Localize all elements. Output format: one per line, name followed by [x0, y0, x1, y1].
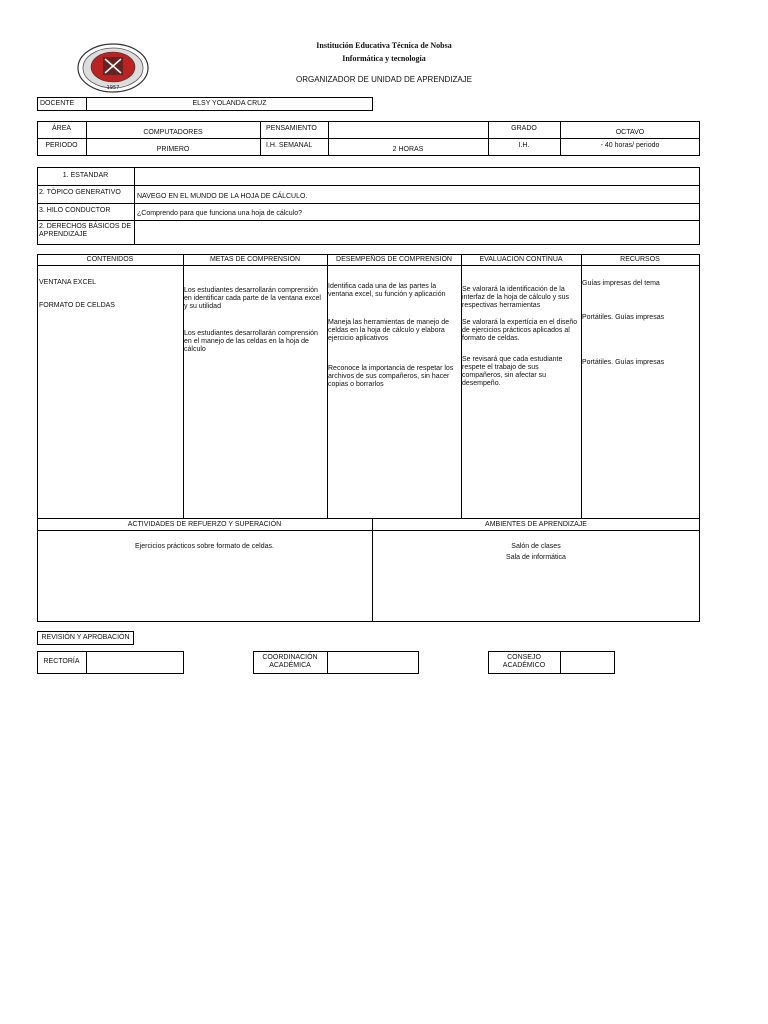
pensamiento-label: PENSAMIENTO	[266, 125, 317, 132]
docente-value: ELSY YOLANDA CRUZ	[192, 100, 267, 107]
recurso-item: Portátiles. Guías impresas	[582, 314, 665, 321]
area-value: COMPUTADORES	[143, 129, 203, 136]
periodo-value: PRIMERO	[156, 146, 190, 153]
coordinacion-label: COORDINACIÓN ACADÉMICA	[262, 654, 318, 669]
contenido-item: FORMATO DE CELDAS	[39, 302, 115, 309]
ih-semanal-value: 2 HORAS	[392, 146, 424, 153]
estandar-label: 1. ESTANDAR	[62, 172, 109, 179]
ambiente-item: Sala de informática	[506, 554, 566, 561]
evaluacion-item: Se valorará la expertícia en el diseño de ejercicios prácticos aplicados al formato de celdas.	[462, 319, 578, 342]
grado-value: OCTAVO	[615, 129, 645, 136]
topico-value: NAVEGO EN EL MUNDO DE LA HOJA DE CÁLCULO.	[137, 193, 308, 200]
ambientes-header: AMBIENTES DE APRENDIZAJE	[485, 521, 587, 528]
periodo-label: PERIODO	[45, 142, 78, 149]
refuerzo-value: Ejercicios prácticos sobre formato de celdas.	[135, 543, 274, 550]
grado-label: GRADO	[511, 125, 537, 132]
contenido-item: VENTANA EXCEL	[39, 279, 97, 286]
evaluacion-item: Se revisará que cada estudiante respete el trabajo de sus compañeros, sin afectar su desempeño.	[462, 356, 563, 387]
col-recursos: RECURSOS	[620, 256, 660, 263]
dba-label: 2. DERECHOS BÁSICOS DE APRENDIZAJE	[39, 223, 132, 238]
col-metas: METAS DE COMPRENSIÓN	[209, 256, 301, 263]
topics-table	[37, 167, 700, 245]
evaluacion-item: Se valorará la identificación de la interfaz de la hoja de cálculo y sus respectivas herramientas	[462, 286, 570, 309]
ih-label: I.H.	[518, 142, 530, 149]
recurso-item: Portátiles. Guías impresas	[582, 359, 665, 366]
recurso-item: Guías impresas del tema	[582, 280, 660, 287]
docente-label: DOCENTE	[40, 100, 75, 107]
topico-label: 2. TÓPICO GENERATIVO	[39, 189, 121, 196]
ih-value: - 40 horas/ periodo	[600, 142, 660, 149]
meta-item: Los estudiantes desarrollarán comprensión en el manejo de las celdas en la hoja de cálculo	[184, 330, 318, 353]
approval-label: REVISIÓN Y APROBACIÓN	[41, 634, 130, 641]
institution-logo	[77, 43, 149, 93]
ambiente-item: Salón de clases	[511, 543, 561, 550]
ih-semanal-label: I.H. SEMANAL	[266, 142, 313, 149]
desempeno-item: Identifica cada una de las partes la ventana excel, su función y aplicación	[328, 283, 446, 298]
rectoria-label: RECTORÍA	[43, 658, 80, 665]
department-name: Informática y tecnología	[342, 54, 426, 63]
col-desempenos: DESEMPEÑOS DE COMPRENSIÓN	[336, 256, 452, 263]
area-label: ÁREA	[51, 125, 72, 132]
hilo-value: ¿Comprendo para que funciona una hoja de cálculo?	[137, 210, 303, 217]
activities-table	[37, 518, 700, 622]
col-contenidos: CONTENIDOS	[86, 256, 134, 263]
logo-year: 1957	[106, 85, 120, 91]
hilo-label: 3. HILO CONDUCTOR	[39, 207, 111, 214]
consejo-label: CONSEJO ACADÉMICO	[502, 654, 546, 669]
meta-item: Los estudiantes desarrollarán comprensión en identificar cada parte de la ventana excel y su utilidad	[184, 287, 321, 310]
institution-name: Institución Educativa Técnica de Nobsa	[316, 41, 452, 50]
desempeno-item: Maneja las herramientas de manejo de celdas en la hoja de cálculo y elabora ejercicio aplicativos	[328, 319, 450, 342]
col-evaluacion: EVALUACIÓN CONTÍNUA	[479, 256, 563, 263]
refuerzo-header: ACTIVIDADES DE REFUERZO Y SUPERACIÓN	[127, 521, 282, 528]
desempeno-item: Reconoce la importancia de respetar los archivos de sus compañeros, sin hacer copias o borrarlos	[328, 365, 454, 388]
page-title: ORGANIZADOR DE UNIDAD DE APRENDIZAJE	[295, 75, 473, 84]
